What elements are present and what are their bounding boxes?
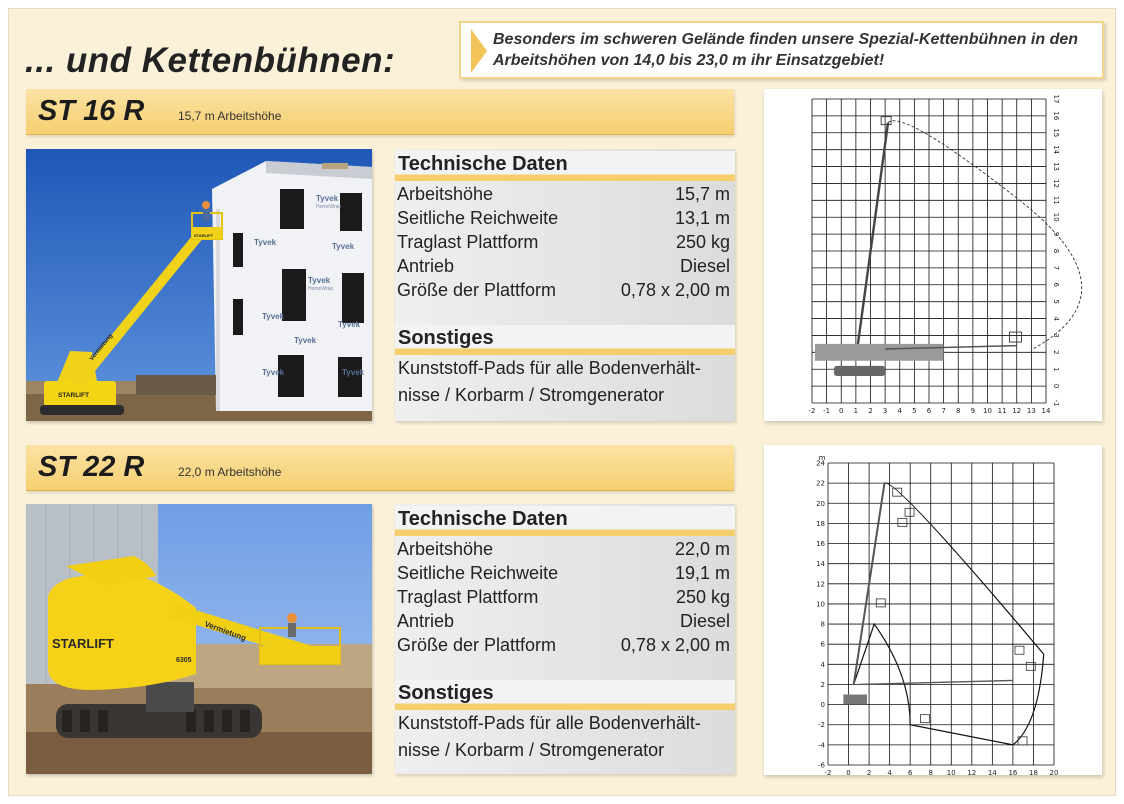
y-tick-label: -1 bbox=[1052, 399, 1060, 407]
x-tick-label: -1 bbox=[823, 407, 831, 415]
x-tick-label: 0 bbox=[839, 407, 844, 415]
x-tick-label: 1 bbox=[853, 407, 859, 415]
brand-print: STARLIFT bbox=[58, 392, 89, 399]
spec-panel-st22r bbox=[395, 504, 735, 774]
x-tick-label: 6 bbox=[926, 407, 932, 415]
y-tick-label: -2 bbox=[818, 721, 825, 730]
spec-label: Antrieb bbox=[397, 256, 455, 276]
spec-row bbox=[397, 561, 730, 585]
spec-label: Größe der Plattform bbox=[397, 280, 557, 300]
x-tick-label: 14 bbox=[1041, 407, 1051, 415]
x-tick-label: 12 bbox=[1012, 407, 1022, 415]
boom-print: Vermietung bbox=[88, 333, 115, 363]
spec-value: 0,78 x 2,00 m bbox=[620, 280, 730, 300]
unit-label: m bbox=[818, 454, 826, 462]
other-text-line: nisse / Korbarm / Stromgenerator bbox=[398, 385, 665, 405]
other-text-line: Kunststoff-Pads für alle Bodenverhält- bbox=[398, 358, 701, 378]
wrap-print: Tyvek bbox=[308, 276, 331, 285]
spec-row bbox=[397, 585, 730, 609]
y-tick-label: 4 bbox=[820, 660, 825, 669]
spec-label: Traglast Plattform bbox=[397, 587, 539, 607]
x-tick-label: 5 bbox=[912, 407, 917, 415]
y-tick-label: 2 bbox=[1052, 350, 1060, 355]
wrap-print: Tyvek bbox=[262, 368, 285, 377]
boom-line-horizontal bbox=[859, 680, 1013, 684]
spec-row bbox=[397, 206, 730, 230]
spec-label: Seitliche Reichweite bbox=[397, 563, 559, 583]
x-tick-label: 3 bbox=[882, 407, 888, 415]
y-tick-label: 17 bbox=[1052, 94, 1060, 104]
x-tick-label: -2 bbox=[808, 407, 816, 415]
tech-data-title: Technische Daten bbox=[395, 151, 735, 181]
spec-label: Seitliche Reichweite bbox=[397, 208, 559, 228]
model-header-st16r bbox=[26, 89, 734, 135]
y-tick-label: 9 bbox=[1052, 231, 1060, 237]
spec-row bbox=[397, 537, 730, 561]
y-tick-label: 8 bbox=[820, 620, 825, 629]
model-subtitle: 22,0 m Arbeitshöhe bbox=[178, 465, 282, 479]
spec-value: 250 kg bbox=[675, 232, 730, 252]
model-subtitle: 15,7 m Arbeitshöhe bbox=[178, 109, 282, 123]
y-tick-label: 12 bbox=[1052, 178, 1060, 188]
tech-data-title: Technische Daten bbox=[395, 506, 735, 536]
x-tick-label: 4 bbox=[887, 769, 892, 775]
x-tick-label: 12 bbox=[967, 769, 977, 775]
spec-value: 0,78 x 2,00 m bbox=[620, 635, 730, 655]
x-tick-label: 20 bbox=[1049, 769, 1059, 775]
reach-diagram-st16r bbox=[764, 89, 1102, 421]
wrap-print: Tyvek bbox=[262, 312, 285, 321]
x-tick-label: -2 bbox=[824, 769, 832, 775]
y-tick-label: 8 bbox=[1052, 248, 1060, 254]
page-title: ... und Kettenbühnen: bbox=[25, 41, 396, 80]
track bbox=[834, 366, 885, 376]
spec-row bbox=[397, 182, 730, 206]
wrap-print: Tyvek bbox=[338, 320, 361, 329]
basket bbox=[905, 508, 914, 516]
reach-envelope bbox=[854, 483, 1044, 745]
y-tick-label: 15 bbox=[1052, 128, 1060, 138]
basket bbox=[1026, 662, 1035, 670]
spec-value: Diesel bbox=[679, 256, 730, 276]
basket bbox=[876, 599, 885, 607]
y-tick-label: 13 bbox=[1052, 162, 1060, 172]
photo-st16r bbox=[26, 149, 372, 421]
x-tick-label: 10 bbox=[946, 769, 956, 775]
spec-value: Diesel bbox=[679, 611, 730, 631]
basket bbox=[1015, 646, 1024, 654]
y-tick-label: 14 bbox=[1052, 145, 1060, 155]
wrap-print-sub: HomeWrap bbox=[308, 286, 334, 292]
x-tick-label: 9 bbox=[970, 407, 976, 415]
x-tick-label: 6 bbox=[907, 769, 913, 775]
x-tick-label: 18 bbox=[1028, 769, 1038, 775]
wrap-print: Tyvek bbox=[342, 368, 365, 377]
wrap-print: Tyvek bbox=[254, 238, 277, 247]
spec-panel-st16r bbox=[395, 149, 735, 421]
machine-base bbox=[843, 695, 867, 705]
basket bbox=[898, 518, 907, 526]
spec-label: Traglast Plattform bbox=[397, 232, 539, 252]
y-tick-label: 6 bbox=[820, 640, 825, 649]
wrap-print: Tyvek bbox=[332, 242, 355, 251]
wrap-print-sub: HomeWrap bbox=[316, 204, 342, 210]
brand-print: STARLIFT bbox=[52, 636, 114, 651]
x-tick-label: 11 bbox=[997, 407, 1007, 415]
y-tick-label: 14 bbox=[816, 560, 825, 569]
y-tick-label: 7 bbox=[1052, 265, 1060, 271]
spec-value: 15,7 m bbox=[674, 184, 730, 204]
y-tick-label: 10 bbox=[816, 600, 825, 609]
model-name: ST 22 R bbox=[38, 451, 145, 483]
y-tick-label: 2 bbox=[820, 680, 825, 689]
y-tick-label: 3 bbox=[1052, 333, 1060, 338]
reach-diagram-st22r bbox=[764, 445, 1102, 775]
y-tick-label: 0 bbox=[820, 701, 825, 710]
x-tick-label: 0 bbox=[846, 769, 851, 775]
spec-row bbox=[397, 609, 730, 633]
spec-row bbox=[397, 230, 730, 254]
x-tick-label: 16 bbox=[1008, 769, 1018, 775]
other-text-line: nisse / Korbarm / Stromgenerator bbox=[398, 740, 665, 760]
wrap-print: Tyvek bbox=[316, 194, 339, 203]
boom-line bbox=[856, 123, 888, 359]
y-tick-label: 12 bbox=[816, 580, 825, 589]
other-title: Sonstiges bbox=[395, 680, 735, 710]
model-header-st22r bbox=[26, 445, 734, 491]
basket bbox=[881, 117, 891, 125]
other-title: Sonstiges bbox=[395, 325, 735, 355]
x-tick-label: 10 bbox=[983, 407, 992, 415]
brochure-page bbox=[8, 8, 1116, 796]
intro-callout bbox=[459, 21, 1104, 79]
spec-value: 13,1 m bbox=[674, 208, 730, 228]
wrap-print: Tyvek bbox=[294, 336, 317, 345]
x-tick-label: 14 bbox=[987, 769, 997, 775]
basket bbox=[1009, 332, 1021, 342]
spec-label: Antrieb bbox=[397, 611, 455, 631]
spec-value: 250 kg bbox=[675, 587, 730, 607]
y-tick-label: 20 bbox=[816, 499, 825, 508]
y-tick-label: 18 bbox=[816, 519, 825, 528]
y-tick-label: 22 bbox=[816, 479, 825, 488]
y-tick-label: 1 bbox=[1052, 366, 1060, 372]
y-tick-label: 0 bbox=[1052, 383, 1060, 389]
y-tick-label: 5 bbox=[1052, 299, 1060, 304]
y-tick-label: 6 bbox=[1052, 282, 1060, 288]
boom-print: Vermietung bbox=[203, 619, 248, 643]
machine-base bbox=[815, 344, 944, 361]
x-tick-label: 8 bbox=[956, 407, 961, 415]
y-tick-label: 11 bbox=[1052, 195, 1060, 205]
other-text-line: Kunststoff-Pads für alle Bodenverhält- bbox=[398, 713, 701, 733]
intro-text: Besonders im schweren Gelände finden unsere Spezial-Kettenbühnen in den Arbeitshöhen von 14,0 bis 23,0 m ihr Einsatzgebiet! bbox=[493, 31, 1079, 69]
y-tick-label: 24 bbox=[816, 459, 825, 468]
basket-print: STARLIFT bbox=[194, 233, 214, 238]
model-name: ST 16 R bbox=[38, 95, 145, 127]
spec-label: Arbeitshöhe bbox=[397, 539, 494, 559]
y-tick-label: 4 bbox=[1052, 316, 1060, 321]
spec-row bbox=[397, 254, 730, 278]
spec-value: 22,0 m bbox=[674, 539, 730, 559]
x-tick-label: 4 bbox=[897, 407, 902, 415]
y-tick-label: 16 bbox=[816, 540, 825, 549]
spec-label: Größe der Plattform bbox=[397, 635, 557, 655]
photo-st22r bbox=[26, 504, 372, 774]
x-tick-label: 8 bbox=[928, 769, 933, 775]
arrow-icon bbox=[471, 29, 487, 73]
x-tick-label: 2 bbox=[868, 407, 873, 415]
spec-row bbox=[397, 633, 730, 657]
x-tick-label: 7 bbox=[941, 407, 946, 415]
model-code-print: 6305 bbox=[176, 657, 192, 664]
y-tick-label: 16 bbox=[1052, 111, 1060, 121]
y-tick-label: -4 bbox=[818, 741, 825, 750]
spec-row bbox=[397, 278, 730, 302]
basket bbox=[920, 715, 929, 723]
x-tick-label: 13 bbox=[1026, 407, 1036, 415]
spec-value: 19,1 m bbox=[674, 563, 730, 583]
spec-label: Arbeitshöhe bbox=[397, 184, 494, 204]
basket bbox=[893, 488, 902, 496]
y-tick-label: -6 bbox=[818, 761, 825, 770]
x-tick-label: 2 bbox=[866, 769, 872, 775]
y-tick-label: 10 bbox=[1052, 212, 1060, 222]
